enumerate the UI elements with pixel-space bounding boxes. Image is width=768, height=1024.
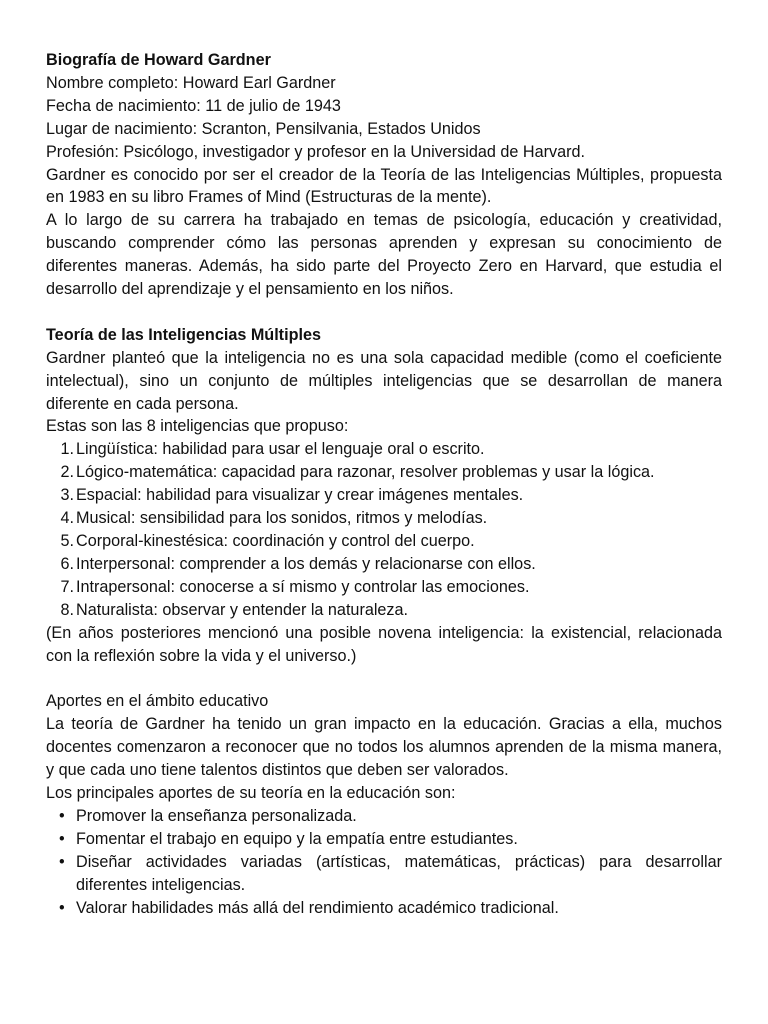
full-name-line: Nombre completo: Howard Earl Gardner bbox=[46, 73, 336, 92]
list-item-number: 7. bbox=[60, 577, 74, 596]
list-item bbox=[46, 530, 722, 553]
section-spacer bbox=[46, 301, 722, 324]
list-item bbox=[46, 438, 722, 461]
theory-paragraph: Gardner planteó que la inteligencia no es una sola capacidad medible (como el coeficiente intelectual), sino un conjunto de múltiples inteligencias que se desarrollan de manera diferente en cada persona. bbox=[46, 348, 722, 413]
list-item-text: Musical: sensibilidad para los sonidos, ritmos y melodías. bbox=[76, 509, 488, 528]
contributions-list bbox=[46, 805, 722, 920]
list-item bbox=[46, 461, 722, 484]
list-item bbox=[46, 553, 722, 576]
list-item-number: 1. bbox=[60, 440, 74, 459]
list-item-text: Interpersonal: comprender a los demás y relacionarse con ellos. bbox=[76, 554, 536, 573]
list-item-number: 4. bbox=[60, 509, 74, 528]
education-paragraph: La teoría de Gardner ha tenido un gran impacto en la educación. Gracias a ella, muchos docentes comenzaron a reconocer que no todos los alumnos aprenden de la misma manera, y que cada uno tiene talentos distintos que deben ser valorados. bbox=[46, 715, 722, 780]
intelligences-intro: Estas son las 8 inteligencias que propuso: bbox=[46, 417, 349, 436]
list-item-text: Naturalista: observar y entender la naturaleza. bbox=[76, 600, 409, 619]
list-item: • Valorar habilidades más allá del rendimiento académico tradicional. bbox=[46, 897, 722, 920]
biography-paragraph-2: A lo largo de su carrera ha trabajado en temas de psicología, educación y creatividad, buscando comprender cómo las personas aprenden y expresan su conocimiento de diferentes maneras. Además, ha sido parte del Proyecto Zero en Harvard, que estudia el desarrollo del aprendizaje y el pensamiento en los niños. bbox=[46, 211, 722, 299]
list-item-number: 6. bbox=[60, 554, 74, 573]
biography-paragraph-1: Gardner es conocido por ser el creador de la Teoría de las Inteligencias Múltiples, propuesta en 1983 en su libro Frames of Mind (Estructuras de la mente). bbox=[46, 165, 722, 207]
theory-section bbox=[46, 324, 722, 668]
profession-line: Profesión: Psicólogo, investigador y profesor en la Universidad de Harvard. bbox=[46, 142, 585, 161]
biography-section bbox=[46, 49, 722, 301]
list-item: • Fomentar el trabajo en equipo y la empatía entre estudiantes. bbox=[46, 828, 722, 851]
list-item-text: Lingüística: habilidad para usar el lenguaje oral o escrito. bbox=[76, 440, 485, 459]
list-item: • Diseñar actividades variadas (artísticas, matemáticas, prácticas) para desarrollar diferentes inteligencias. bbox=[46, 851, 722, 897]
list-item bbox=[46, 576, 722, 599]
list-item-text: Lógico-matemática: capacidad para razonar, resolver problemas y usar la lógica. bbox=[76, 463, 655, 482]
list-item: • Promover la enseñanza personalizada. bbox=[46, 805, 722, 828]
biography-heading: Biografía de Howard Gardner bbox=[46, 51, 271, 69]
document-page bbox=[46, 49, 722, 919]
contributions-intro: Los principales aportes de su teoría en la educación son: bbox=[46, 783, 456, 802]
list-item-text: Espacial: habilidad para visualizar y crear imágenes mentales. bbox=[76, 486, 524, 505]
section-spacer bbox=[46, 667, 722, 690]
list-item-text: Intrapersonal: conocerse a sí mismo y controlar las emociones. bbox=[76, 577, 530, 596]
list-item-number: 8. bbox=[60, 600, 74, 619]
list-item bbox=[46, 507, 722, 530]
birth-date-line: Fecha de nacimiento: 11 de julio de 1943 bbox=[46, 96, 341, 115]
theory-heading: Teoría de las Inteligencias Múltiples bbox=[46, 325, 321, 344]
education-section bbox=[46, 690, 722, 919]
list-item bbox=[46, 599, 722, 622]
ninth-intelligence-note: (En años posteriores mencionó una posible novena inteligencia: la existencial, relacionada con la reflexión sobre la vida y el universo.) bbox=[46, 623, 722, 665]
intelligences-list bbox=[46, 438, 722, 621]
list-item-text: Corporal-kinestésica: coordinación y control del cuerpo. bbox=[76, 532, 475, 551]
list-item-number: 3. bbox=[60, 486, 74, 505]
list-item-number: 5. bbox=[60, 532, 74, 551]
birth-place-line: Lugar de nacimiento: Scranton, Pensilvania, Estados Unidos bbox=[46, 119, 481, 138]
education-heading: Aportes en el ámbito educativo bbox=[46, 692, 269, 711]
list-item bbox=[46, 484, 722, 507]
list-item-number: 2. bbox=[60, 463, 74, 482]
